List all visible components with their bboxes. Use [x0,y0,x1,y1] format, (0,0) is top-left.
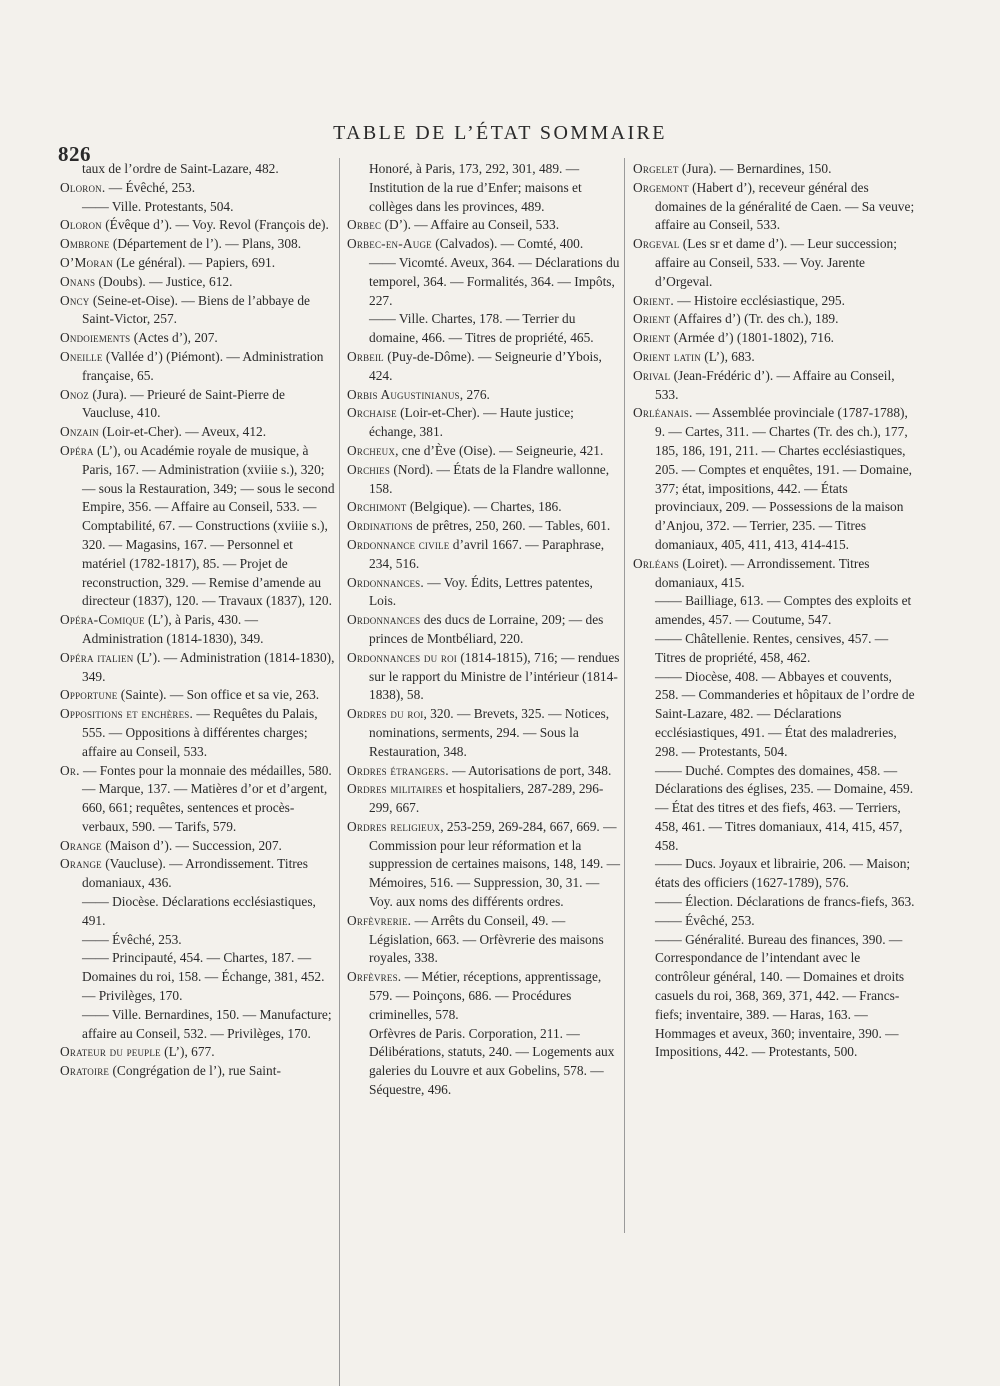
entry-text: , 276. [459,386,490,402]
index-entry [347,1025,623,1100]
entry-heading: Orfèvrerie. [347,912,412,928]
index-entry [347,705,623,761]
index-column-2 [347,160,623,1100]
index-entry [347,235,623,254]
entry-heading: Orival [633,367,671,383]
index-entry [633,235,917,291]
entry-heading: Ordres religieux [347,818,441,834]
entry-heading: Ombrone [60,236,110,252]
entry-text: — Arrêts du Conseil, 49. — Législation, 663. — Orfèvrerie des maisons royales, 338. [369,912,604,966]
index-entry [347,780,623,818]
entry-heading: Orange [60,856,102,872]
entry-heading: Or. [60,762,80,778]
entry-heading: Orient [633,311,671,327]
index-entry [60,931,338,950]
entry-heading: Onzain [60,424,99,440]
entry-text: (Armée d’) (1801-1802), 716. [670,330,834,346]
entry-text: — Assemblée provinciale (1787-1788), 9. — Cartes, 311. — Chartes (Tr. des ch.), 177, 185, 186, 191, 211. — Chartes ecclésiastiques, 205. — Comptes et enquêtes, 191. — Domaine, 377; état, impositions, 442. — États provinciaux, 209. — Possessions de la maison d’Anjou, 372. — Terrier, 235. — Titres domaniaux, 405, 411, 413, 414-415. [655,405,912,552]
index-entry [60,235,338,254]
entry-text: (Maison d’). — Succession, 207. [101,837,282,853]
entry-text: (Doubs). — Justice, 612. [95,273,233,289]
entry-heading: Orbis Augustinianus [347,386,460,402]
index-entry [347,517,623,536]
entry-heading: Orléans [633,555,680,571]
index-entry [60,423,338,442]
entry-heading: Orfèvres. [347,969,402,985]
index-entry [347,649,623,705]
entry-text: Orfèvres de Paris. Corporation, 211. — Délibérations, statuts, 240. — Logements aux galeries du Louvre et aux Gobelins, 578. — Séquestre, 496. [369,1025,615,1098]
index-entry [347,762,623,781]
entry-text: (Congrégation de l’), rue Saint- [109,1063,281,1079]
index-entry [60,160,338,179]
entry-heading: Opéra [60,442,94,458]
entry-text: , cne d’Ève (Oise). — Seigneurie, 421. [395,442,604,458]
index-entry [347,912,623,968]
index-entry [633,292,917,311]
entry-text: —— Évêché, 253. [655,912,755,928]
index-entry [633,179,917,235]
entry-heading: Oratoire [60,1063,110,1079]
entry-text: Honoré, à Paris, 173, 292, 301, 489. — Institution de la rue d’Enfer; maisons et collèges dans les provinces, 489. [369,161,582,214]
entry-text: —— Principauté, 454. — Chartes, 187. — Domaines du roi, 158. — Échange, 381, 452. — Privilèges, 170. [82,950,325,1004]
entry-text: (Loir-et-Cher). — Haute justice; échange, 381. [369,405,574,440]
index-entry [60,649,338,687]
entry-heading: Opéra italien [60,649,134,665]
entry-text: —— Ville. Chartes, 178. — Terrier du domaine, 466. — Titres de propriété, 465. [369,311,594,346]
entry-text: (Seine-et-Oise). — Biens de l’abbaye de Saint-Victor, 257. [82,292,310,327]
entry-text: — Métier, réceptions, apprentissage, 579. — Poinçons, 686. — Procédures criminelles, 578. [369,969,602,1022]
index-entry [633,630,917,668]
entry-heading: Orléanais. [633,405,693,421]
index-entry [60,179,338,198]
entry-text: —— Bailliage, 613. — Comptes des exploits et amendes, 457. — Coutume, 547. [655,593,912,628]
index-entry [60,686,338,705]
entry-heading: Orbec-en-Auge [347,236,432,252]
index-entry [347,574,623,612]
entry-text: — Évêché, 253. [105,179,196,195]
index-entry [633,348,917,367]
entry-heading: Orient latin [633,348,701,364]
entry-text: —— Élection. Déclarations de francs-fiefs, 363. [655,894,915,910]
index-entry [60,762,338,837]
entry-heading: Ordonnances du roi [347,649,457,665]
index-entry [633,555,917,593]
entry-text: —— Ville. Bernardines, 150. — Manufacture; affaire au Conseil, 532. — Privilèges, 170. [82,1006,332,1041]
index-entry [633,668,917,762]
column-rule-2 [624,158,625,1233]
index-entry [633,931,917,1063]
index-entry [347,348,623,386]
column-rule-1 [339,158,340,1386]
entry-text: (Actes d’), 207. [130,330,218,346]
index-entry [347,536,623,574]
entry-text: (Jura). — Bernardines, 150. [678,161,832,176]
entry-text: —— Ducs. Joyaux et librairie, 206. — Maison; états des officiers (1627-1789), 576. [655,856,911,891]
index-entry [633,912,917,931]
index-entry [60,611,338,649]
entry-heading: O’Moran [60,254,113,270]
entry-heading: Orbec [347,217,382,233]
index-entry [60,292,338,330]
index-entry [633,367,917,405]
entry-text: (L’), ou Académie royale de musique, à Paris, 167. — Administration (xviiie s.), 320; — sous la Restauration, 349; — sous le second Empire, 356. — Affaire au Conseil, 533. — Comptabilité, 67. — Constructions (xviiie s.), 320. — Magasins, 167. — Personnel et matériel (1782-1817), 85. — Projet de reconstruction, 329. — Remise d’amende au directeur (1837), 120. — Travaux (1837), 120. [82,442,335,609]
index-entry [60,705,338,761]
entry-text: —— Diocèse. Déclarations ecclésiastiques, 491. [82,894,316,928]
index-entry [60,1043,338,1062]
index-entry [60,348,338,386]
entry-heading: Ordres étrangers. [347,762,449,778]
entry-heading: Ordonnance civile [347,536,450,552]
entry-heading: Orgeval [633,236,680,252]
entry-text: (Affaires d’) (Tr. des ch.), 189. [670,311,839,327]
entry-text: — Requêtes du Palais, 555. — Oppositions à différentes charges; affaire au Conseil, 533. [82,706,318,759]
entry-heading: Orbeil [347,348,384,364]
index-column-1 [60,160,338,1081]
index-entry [60,198,338,217]
index-entry [347,160,623,216]
entry-text: —— Évêché, 253. [82,931,182,947]
entry-text: , 253-259, 269-284, 667, 669. — Commission pour leur réformation et la suppression de certaines maisons, 148, 149. — Mémoires, 516. — Suppression, 30, 31. — Voy. aux noms des différents ordres. [369,818,621,910]
entry-heading: Oneille [60,348,103,364]
entry-text: taux de l’ordre de Saint-Lazare, 482. [82,161,279,176]
index-entry [633,310,917,329]
entry-heading: Orange [60,837,102,853]
entry-heading: Opéra-Comique [60,612,145,628]
entry-text: — Voy. Édits, Lettres patentes, Lois. [369,574,593,609]
entry-text: (Jean-Frédéric d’). — Affaire au Conseil, 533. [655,367,895,402]
entry-text: — Histoire ecclésiastique, 295. [673,292,845,308]
index-entry [347,254,623,310]
entry-heading: Ordinations [347,518,413,534]
index-entry [633,762,917,856]
index-entry [60,442,338,611]
entry-text: —— Ville. Protestants, 504. [82,198,234,214]
entry-text: et hospitaliers, 287-289, 296-299, 667. [369,781,604,816]
entry-text: —— Duché. Comptes des domaines, 458. — Déclarations des églises, 235. — Domaine, 459. — État des titres et des fiefs, 463. — Terriers, 458, 461. — Titres domaniaux, 414, 415, 457, 458. [655,762,914,853]
entry-heading: Orgelet [633,161,679,176]
entry-heading: Ordres militaires [347,781,443,797]
entry-heading: Orient. [633,292,674,308]
entry-text: (Jura). — Prieuré de Saint-Pierre de Vaucluse, 410. [82,386,285,421]
entry-text: (D’). — Affaire au Conseil, 533. [381,217,560,233]
entry-text: (Vallée d’) (Piémont). — Administration française, 65. [82,348,324,383]
index-entry [60,855,338,893]
index-entry [60,273,338,292]
entry-text: de prêtres, 250, 260. — Tables, 601. [412,518,611,534]
index-entry [60,329,338,348]
index-entry [347,404,623,442]
entry-text: —— Diocèse, 408. — Abbayes et couvents, 258. — Commanderies et hôpitaux de l’ordre de Saint-Lazare, 482. — Déclarations ecclésiastiques, 491. — État des maladreries, 298. — Protestants, 504. [655,668,915,759]
entry-text: — Fontes pour la monnaie des médailles, 580. — Marque, 137. — Matières d’or et d’argent, 660, 661; requêtes, sentences et procès-verbaux, 590. — Tarifs, 579. [79,762,332,834]
index-entry [347,818,623,912]
entry-text: (Calvados). — Comté, 400. [431,236,584,252]
entry-text: (1814-1815), 716; — rendues sur le rapport du Ministre de l’intérieur (1814-1838), 58. [369,649,620,703]
entry-heading: Orgemont [633,179,689,195]
entry-text: (L’). — Administration (1814-1830), 349. [82,649,335,684]
entry-text: (Vaucluse). — Arrondissement. Titres domaniaux, 436. [82,856,308,891]
entry-text: (L’), 677. [160,1044,215,1060]
index-entry [60,254,338,273]
index-entry [633,893,917,912]
index-entry [347,310,623,348]
entry-text: (Département de l’). — Plans, 308. [109,236,302,252]
entry-heading: Oloron. [60,179,106,195]
entry-text: (Loiret). — Arrondissement. Titres domaniaux, 415. [655,555,870,590]
entry-text: (Loir-et-Cher). — Aveux, 412. [98,424,267,440]
entry-text: , 320. — Brevets, 325. — Notices, nominations, serments, 294. — Sous la Restauration, 348. [369,706,610,759]
entry-heading: Ondoiements [60,330,131,346]
index-entry [60,386,338,424]
entry-heading: Onans [60,273,96,289]
entry-heading: Orient [633,330,671,346]
entry-text: (Les sr et dame d’). — Leur succession; affaire au Conseil, 533. — Voy. Jarente d’Orgeval. [655,236,897,289]
entry-text: des ducs de Lorraine, 209; — des princes de Montbéliard, 220. [369,612,604,646]
index-entry [633,855,917,893]
entry-text: —— Généralité. Bureau des finances, 390. — Correspondance de l’intendant avec le contrôleur général, 140. — Domaines et droits casuels du roi, 368, 369, 371, 442. — Francs-fiefs; inventaire, 389. — Haras, 163. — Hommages et aveux, 360; inventaire, 390. — Impositions, 442. — Protestants, 500. [655,931,905,1060]
entry-heading: Oppositions et enchères. [60,706,194,722]
index-entry [60,1006,338,1044]
entry-heading: Onoz [60,386,89,402]
entry-text: (Habert d’), receveur général des domaines de la généralité de Caen. — Sa veuve; affaire au Conseil, 533. [655,179,915,233]
entry-heading: Ordres du roi [347,706,424,722]
entry-heading: Ordonnances. [347,574,424,590]
entry-heading: Orateur du peuple [60,1044,161,1060]
index-entry [347,386,623,405]
index-entry [60,1062,338,1081]
entry-text: (Nord). — États de la Flandre wallonne, 158. [369,461,610,496]
entry-heading: Ordonnances [347,612,421,628]
index-column-3 [633,160,917,1062]
entry-text: —— Vicomté. Aveux, 364. — Déclarations du temporel, 364. — Formalités, 364. — Impôts, 227. [369,254,620,308]
index-entry [60,893,338,931]
entry-heading: Opportune [60,687,118,703]
entry-text: (L’), à Paris, 430. — Administration (1814-1830), 349. [82,612,264,646]
running-head: TABLE DE L’ÉTAT SOMMAIRE [333,122,667,144]
index-entry [60,949,338,1005]
entry-text: — Autorisations de port, 348. [448,762,612,778]
index-entry [347,442,623,461]
entry-text: —— Châtellenie. Rentes, censives, 457. — Titres de propriété, 458, 462. [655,630,889,665]
entry-text: d’avril 1667. — Paraphrase, 234, 516. [369,536,605,571]
index-entry [347,216,623,235]
entry-text: (Puy-de-Dôme). — Seigneurie d’Ybois, 424. [369,348,602,383]
entry-text: (Le général). — Papiers, 691. [112,254,276,270]
entry-text: (Belgique). — Chartes, 186. [406,499,562,515]
index-entry [633,160,917,179]
entry-heading: Oncy [60,292,90,308]
entry-heading: Orcheux [347,442,396,458]
index-entry [60,216,338,235]
index-entry [347,968,623,1024]
index-entry [60,837,338,856]
index-entry [633,329,917,348]
index-entry [633,592,917,630]
entry-heading: Orchaise [347,405,397,421]
entry-heading: Orchies [347,461,391,477]
entry-text: (Évêque d’). — Voy. Revol (François de). [101,217,329,233]
index-entry [347,611,623,649]
entry-heading: Oloron [60,217,102,233]
page-number: 826 [58,142,91,166]
entry-text: (Sainte). — Son office et sa vie, 263. [117,687,320,703]
entry-text: (L’), 683. [700,348,755,364]
index-entry [633,404,917,554]
entry-heading: Orchimont [347,499,407,515]
index-entry [347,461,623,499]
index-entry [347,498,623,517]
